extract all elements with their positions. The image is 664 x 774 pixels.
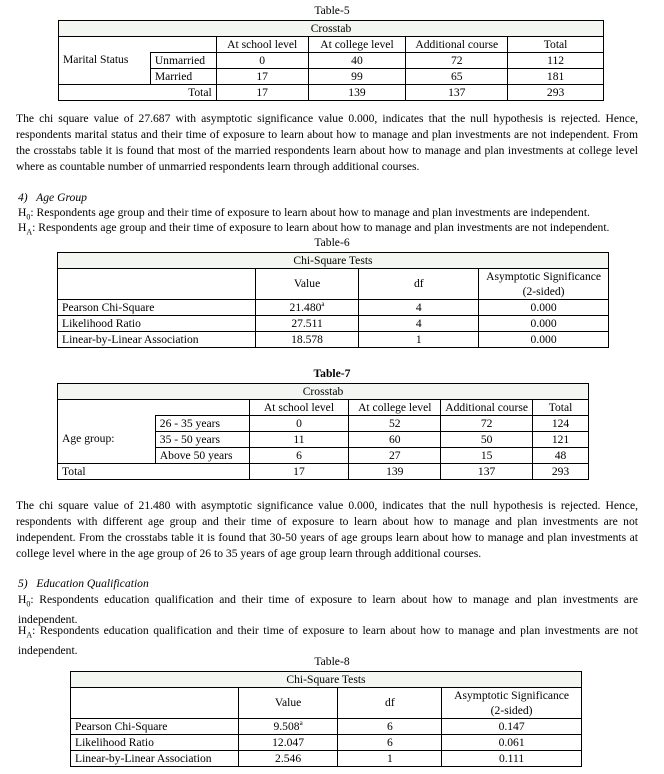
table7-row-label: Above 50 years	[155, 448, 249, 464]
table7-cell: 48	[533, 448, 589, 464]
table8-df: 1	[338, 751, 442, 767]
table7-header: At college level	[349, 400, 441, 416]
table8-row-label: Linear-by-Linear Association	[71, 751, 239, 767]
section5-heading	[18, 577, 149, 591]
table5-row-label: Unmarried	[150, 53, 216, 69]
table5-header: At college level	[308, 37, 406, 53]
table6-value: 27.511	[255, 316, 359, 332]
table7-row-label: 35 - 50 years	[155, 432, 249, 448]
section4-h0: $H_0$: Respondents age group and their time of exposure to learn about how to manage and plan investments are independent.	[18, 206, 590, 222]
section4-heading	[18, 191, 87, 205]
table5-cell: 112	[508, 53, 604, 69]
section5-h0: $H_0$: Respondents education qualification and their time of exposure to learn about how to manage and plan investments are independent.	[18, 593, 638, 627]
table8-caption: Table-8	[314, 655, 350, 668]
table7-cell: 52	[349, 416, 441, 432]
table5	[58, 20, 604, 101]
table5-title: Crosstab	[59, 21, 604, 37]
table7-cell: 60	[349, 432, 441, 448]
section4-number: 4)	[18, 191, 28, 204]
table8-df: 6	[338, 719, 442, 735]
table6-df: 4	[359, 300, 479, 316]
table7-total-cell: 139	[349, 464, 441, 480]
table5-header: At school level	[216, 37, 308, 53]
table8-value: 9.508$^a$	[238, 719, 338, 735]
table8-header-df: df	[338, 688, 442, 719]
table5-row-label: Married	[150, 69, 216, 85]
table7-header: At school level	[249, 400, 349, 416]
table7-header: Total	[533, 400, 589, 416]
table6-sig: 0.000	[479, 332, 609, 348]
table7-header: Additional course	[441, 400, 533, 416]
table5-total-cell: 293	[508, 85, 604, 101]
table7-cell: 50	[441, 432, 533, 448]
table7-group-label: Age group:	[58, 416, 156, 464]
table5-total-cell: 17	[216, 85, 308, 101]
table5-header: Additional course	[406, 37, 508, 53]
table7-cell: 0	[249, 416, 349, 432]
table8-row-label: Likelihood Ratio	[71, 735, 239, 751]
table5-total-label: Total	[59, 85, 217, 101]
table5-cell: 99	[308, 69, 406, 85]
table8-header-value: Value	[238, 688, 338, 719]
table5-cell: 17	[216, 69, 308, 85]
section4-title: Age Group	[36, 191, 87, 204]
table5-total-cell: 139	[308, 85, 406, 101]
table6-sig: 0.000	[479, 316, 609, 332]
table6-caption: Table-6	[314, 236, 350, 249]
table7-cell: 6	[249, 448, 349, 464]
table7-total-cell: 17	[249, 464, 349, 480]
table6-df: 4	[359, 316, 479, 332]
section4-ha: $H_A$: Respondents age group and their time of exposure to learn about how to manage and plan investments are not independent.	[18, 221, 610, 237]
table7-cell: 124	[533, 416, 589, 432]
table8-row-label: Pearson Chi-Square	[71, 719, 239, 735]
table8-sig: 0.147	[442, 719, 582, 735]
table7-row-label: 26 - 35 years	[155, 416, 249, 432]
table8-sig: 0.111	[442, 751, 582, 767]
table6-df: 1	[359, 332, 479, 348]
table6-header-df: df	[359, 269, 479, 300]
table5-cell: 72	[406, 53, 508, 69]
table7-total-cell: 293	[533, 464, 589, 480]
table7-cell: 72	[441, 416, 533, 432]
table8-sig: 0.061	[442, 735, 582, 751]
table6-title: Chi-Square Tests	[58, 253, 609, 269]
table5-cell: 40	[308, 53, 406, 69]
section5-title: Education Qualification	[36, 577, 149, 590]
table8-value: 2.546	[238, 751, 338, 767]
table7-total-cell: 137	[441, 464, 533, 480]
table5-cell: 65	[406, 69, 508, 85]
table7-total-label: Total	[58, 464, 250, 480]
table6-row-label: Likelihood Ratio	[58, 316, 256, 332]
table5-cell: 0	[216, 53, 308, 69]
table5-total-cell: 137	[406, 85, 508, 101]
table7-cell: 15	[441, 448, 533, 464]
table5-group-label: Marital Status	[59, 53, 151, 85]
table6-row-label: Pearson Chi-Square	[58, 300, 256, 316]
table6-value: 18.578	[255, 332, 359, 348]
paragraph-table7-interpretation: The chi square value of 21.480 with asymptotic significance value 0.000, indicates that the null hypothesis is rejected. Hence, respondents with different age group and their time of exposure to learn about how to manage and plan investments are not independent. From the crosstabs table it is found that 30-50 years of age groups learn about how to manage and plan investments at college level where in the age group of 26 to 35 years of age group learn through additional courses.	[16, 499, 638, 560]
paragraph-table5-interpretation: The chi square value of 27.687 with asymptotic significance value 0.000, indicates that the null hypothesis is rejected. Hence, respondents marital status and their time of exposure to learn about how to manage and plan investments are not independent. From the crosstabs table it is found that most of the married respondents learn about how to manage and plan investments at college level where as countable number of unmarried respondents learn through additional courses.	[16, 112, 638, 173]
table8	[70, 671, 582, 767]
table6-header-sig: Asymptotic Significance (2-sided)	[479, 269, 609, 300]
table5-caption: Table-5	[314, 4, 350, 17]
table7	[57, 383, 589, 480]
table6-row-label: Linear-by-Linear Association	[58, 332, 256, 348]
table6	[57, 252, 609, 348]
table7-cell: 27	[349, 448, 441, 464]
table6-header-value: Value	[255, 269, 359, 300]
table7-title: Crosstab	[58, 384, 589, 400]
table7-cell: 121	[533, 432, 589, 448]
table6-sig: 0.000	[479, 300, 609, 316]
table8-value: 12.047	[238, 735, 338, 751]
table8-title: Chi-Square Tests	[71, 672, 582, 688]
table7-caption: Table-7	[313, 367, 351, 380]
table5-cell: 181	[508, 69, 604, 85]
table6-value: 21.480$^a$	[255, 300, 359, 316]
table8-header-sig: Asymptotic Significance (2-sided)	[442, 688, 582, 719]
table7-cell: 11	[249, 432, 349, 448]
table8-df: 6	[338, 735, 442, 751]
section5-number: 5)	[18, 577, 28, 590]
table5-header: Total	[508, 37, 604, 53]
section5-ha: $H_A$: Respondents education qualification and their time of exposure to learn about how to manage and plan investments are not independent.	[18, 624, 638, 658]
